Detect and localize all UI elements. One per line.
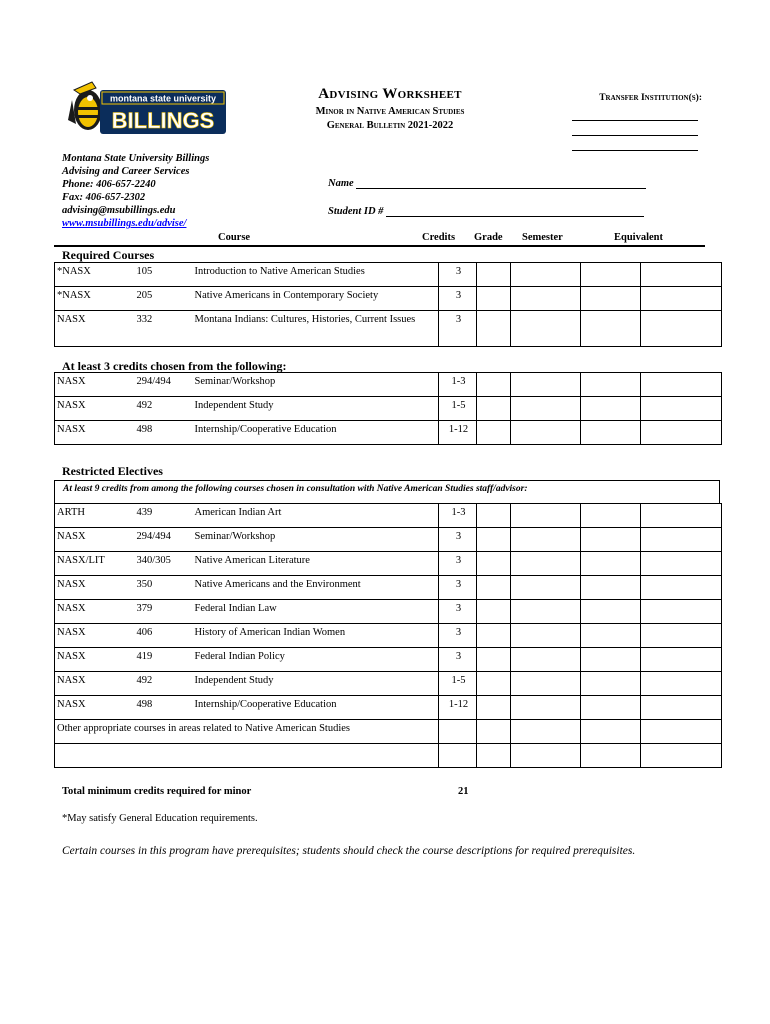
course-credits-text: 3	[455, 290, 462, 301]
contact-dept: Advising and Career Services	[62, 166, 190, 177]
semester-cell[interactable]	[511, 504, 581, 528]
course-credits-text: 3	[455, 531, 462, 542]
course-credits	[439, 672, 477, 696]
course-number-text: 294/494	[136, 531, 171, 542]
equivalent-cell[interactable]	[641, 263, 722, 287]
course-dept-text: ARTH	[57, 507, 85, 518]
course-row	[55, 696, 722, 720]
equivalent-cell[interactable]	[641, 696, 722, 720]
grade-cell[interactable]	[477, 600, 511, 624]
course-credits	[439, 648, 477, 672]
grade-cell[interactable]	[477, 552, 511, 576]
other-courses-text: Other appropriate courses in areas related to Native American Studies	[57, 723, 351, 734]
course-credits	[439, 263, 477, 287]
course-credits-text: 3	[455, 603, 462, 614]
semester-cell[interactable]	[511, 311, 581, 347]
contact-email: advising@msubillings.edu	[62, 205, 176, 216]
semester-cell[interactable]	[511, 528, 581, 552]
semester-extra-cell[interactable]	[581, 552, 641, 576]
course-number	[135, 504, 193, 528]
other-course-cell[interactable]	[55, 744, 439, 768]
semester-cell[interactable]	[511, 624, 581, 648]
course-dept	[55, 263, 135, 287]
semester-extra-cell[interactable]	[581, 263, 641, 287]
semester-cell[interactable]	[511, 552, 581, 576]
equivalent-cell[interactable]	[641, 311, 722, 347]
course-credits-text: 1-5	[451, 400, 466, 411]
grade-cell[interactable]	[477, 672, 511, 696]
course-dept	[55, 311, 135, 347]
grade-cell[interactable]	[477, 696, 511, 720]
course-number	[135, 600, 193, 624]
gen-ed-footnote: *May satisfy General Education requirements.	[62, 813, 258, 824]
grade-cell[interactable]	[477, 504, 511, 528]
grade-cell[interactable]	[477, 528, 511, 552]
course-title-text: Native American Literature	[194, 555, 310, 566]
course-dept	[55, 287, 135, 311]
course-title	[193, 528, 439, 552]
course-title	[193, 624, 439, 648]
bulletin-year: General Bulletin 2021-2022	[326, 120, 454, 131]
semester-extra-cell[interactable]	[581, 397, 641, 421]
name-line[interactable]	[356, 178, 646, 189]
course-title	[193, 576, 439, 600]
student-id-line[interactable]	[386, 206, 644, 217]
course-dept-text: NASX	[57, 376, 86, 387]
course-credits-text: 3	[455, 651, 462, 662]
contact-fax: Fax: 406-657-2302	[62, 192, 146, 203]
course-row	[55, 311, 722, 347]
semester-extra-cell[interactable]	[581, 720, 641, 744]
course-credits	[439, 504, 477, 528]
course-title-text: Internship/Cooperative Education	[194, 699, 337, 710]
grade-cell[interactable]	[477, 287, 511, 311]
course-credits-text: 1-5	[451, 675, 466, 686]
grade-cell[interactable]	[477, 744, 511, 768]
other-course-row	[55, 720, 722, 744]
course-title	[193, 696, 439, 720]
course-dept-text: NASX	[57, 400, 86, 411]
course-title-text: Federal Indian Policy	[194, 651, 285, 662]
course-row	[55, 672, 722, 696]
semester-cell[interactable]	[511, 744, 581, 768]
equivalent-cell[interactable]	[641, 576, 722, 600]
course-credits	[439, 373, 477, 397]
course-number-text: 439	[136, 507, 153, 518]
course-title-text: Montana Indians: Cultures, Histories, Current Issues	[194, 314, 416, 325]
equivalent-cell[interactable]	[641, 720, 722, 744]
course-credits-text: 3	[455, 627, 462, 638]
yellowjacket-mascot-icon	[68, 82, 102, 130]
semester-cell[interactable]	[511, 421, 581, 445]
semester-cell[interactable]	[511, 648, 581, 672]
course-number	[135, 672, 193, 696]
course-title-text: Independent Study	[194, 400, 274, 411]
equivalent-cell[interactable]	[641, 600, 722, 624]
contact-org: Montana State University Billings	[62, 153, 210, 164]
equivalent-cell[interactable]	[641, 528, 722, 552]
course-row	[55, 397, 722, 421]
course-number	[135, 421, 193, 445]
equivalent-cell[interactable]	[641, 287, 722, 311]
transfer-line-1[interactable]	[572, 120, 698, 121]
semester-cell[interactable]	[511, 600, 581, 624]
course-credits	[439, 311, 477, 347]
course-title	[193, 648, 439, 672]
credits-cell[interactable]	[439, 744, 477, 768]
course-dept	[55, 576, 135, 600]
course-dept-text: NASX	[57, 627, 86, 638]
grade-cell[interactable]	[477, 373, 511, 397]
course-row	[55, 576, 722, 600]
course-dept-text: NASX	[57, 424, 86, 435]
course-number	[135, 648, 193, 672]
semester-extra-cell[interactable]	[581, 576, 641, 600]
course-credits-text: 1-3	[451, 376, 466, 387]
course-dept	[55, 528, 135, 552]
course-credits-text: 3	[455, 266, 462, 277]
semester-extra-cell[interactable]	[581, 287, 641, 311]
required-courses-table	[54, 262, 722, 347]
course-title-text: History of American Indian Women	[194, 627, 346, 638]
col-course: Course	[218, 232, 251, 243]
course-title-text: Native Americans and the Environment	[194, 579, 361, 590]
equivalent-cell[interactable]	[641, 552, 722, 576]
contact-phone: Phone: 406-657-2240	[62, 179, 156, 190]
col-equivalent: Equivalent	[614, 232, 664, 243]
course-title	[193, 397, 439, 421]
semester-extra-cell[interactable]	[581, 744, 641, 768]
course-credits	[439, 696, 477, 720]
course-credits	[439, 287, 477, 311]
semester-cell[interactable]	[511, 397, 581, 421]
course-dept	[55, 421, 135, 445]
equivalent-cell[interactable]	[641, 373, 722, 397]
student-id-field[interactable]	[328, 206, 644, 217]
course-credits	[439, 552, 477, 576]
student-id-label: Student ID #	[328, 206, 384, 217]
course-title	[193, 421, 439, 445]
electives-instructions: At least 9 credits from among the following courses chosen in consultation with Native American Studies staff/advisor:	[54, 480, 720, 504]
course-number	[135, 287, 193, 311]
total-label: Total minimum credits required for minor	[62, 786, 252, 797]
course-dept-text: NASX	[57, 699, 86, 710]
equivalent-cell[interactable]	[641, 672, 722, 696]
course-title	[193, 373, 439, 397]
chosen-courses-table	[54, 372, 722, 445]
course-row	[55, 263, 722, 287]
course-title	[193, 287, 439, 311]
semester-extra-cell[interactable]	[581, 421, 641, 445]
course-dept	[55, 672, 135, 696]
grade-cell[interactable]	[477, 576, 511, 600]
semester-cell[interactable]	[511, 672, 581, 696]
logo-text-top: montana state university	[109, 93, 217, 104]
restricted-electives-title: Restricted Electives	[62, 464, 163, 478]
grade-cell[interactable]	[477, 397, 511, 421]
course-credits	[439, 421, 477, 445]
course-dept	[55, 504, 135, 528]
course-number	[135, 552, 193, 576]
semester-extra-cell[interactable]	[581, 648, 641, 672]
course-number-text: 105	[136, 266, 153, 277]
course-number-text: 492	[136, 675, 153, 686]
course-title	[193, 263, 439, 287]
semester-extra-cell[interactable]	[581, 311, 641, 347]
semester-extra-cell[interactable]	[581, 528, 641, 552]
semester-cell[interactable]	[511, 696, 581, 720]
course-title-text: Seminar/Workshop	[194, 531, 276, 542]
col-semester: Semester	[522, 232, 563, 243]
course-credits-text: 1-12	[448, 424, 469, 435]
course-number-text: 498	[136, 424, 153, 435]
course-credits	[439, 600, 477, 624]
course-credits-text: 3	[455, 555, 462, 566]
course-number-text: 498	[136, 699, 153, 710]
course-credits-text: 1-12	[448, 699, 469, 710]
course-dept-text: NASX	[57, 651, 86, 662]
equivalent-cell[interactable]	[641, 744, 722, 768]
course-dept	[55, 696, 135, 720]
equivalent-cell[interactable]	[641, 397, 722, 421]
course-dept-text: NASX	[57, 314, 86, 325]
course-row	[55, 504, 722, 528]
equivalent-cell[interactable]	[641, 421, 722, 445]
course-number	[135, 397, 193, 421]
worksheet-subtitle: Minor in Native American Studies	[315, 106, 465, 117]
semester-extra-cell[interactable]	[581, 600, 641, 624]
name-label: Name	[328, 178, 354, 189]
course-credits-text: 1-3	[451, 507, 466, 518]
other-course-cell	[55, 720, 439, 744]
course-row	[55, 552, 722, 576]
semester-extra-cell[interactable]	[581, 373, 641, 397]
prerequisite-note: Certain courses in this program have prerequisites; students should check the course descriptions for required prerequisites.	[62, 845, 636, 857]
course-dept	[55, 373, 135, 397]
required-courses-title: Required Courses	[62, 248, 155, 262]
grade-cell[interactable]	[477, 648, 511, 672]
course-row	[55, 600, 722, 624]
course-row	[55, 373, 722, 397]
course-number-text: 350	[136, 579, 153, 590]
transfer-line-2[interactable]	[572, 135, 698, 136]
chosen-title: At least 3 credits chosen from the following:	[62, 359, 287, 373]
course-number	[135, 624, 193, 648]
course-dept-text: NASX/LIT	[57, 555, 105, 566]
course-row	[55, 287, 722, 311]
grade-cell[interactable]	[477, 263, 511, 287]
worksheet-header	[270, 86, 510, 131]
header-rule	[54, 245, 705, 247]
equivalent-cell[interactable]	[641, 624, 722, 648]
course-number-text: 492	[136, 400, 153, 411]
semester-extra-cell[interactable]	[581, 696, 641, 720]
course-number	[135, 576, 193, 600]
name-field[interactable]	[328, 178, 646, 189]
course-dept-text: *NASX	[57, 290, 91, 301]
col-grade: Grade	[474, 232, 503, 243]
course-title-text: Introduction to Native American Studies	[194, 266, 365, 277]
course-credits	[439, 528, 477, 552]
course-title	[193, 311, 439, 347]
course-dept-text: NASX	[57, 603, 86, 614]
course-title	[193, 504, 439, 528]
semester-cell[interactable]	[511, 263, 581, 287]
course-dept	[55, 624, 135, 648]
total-value: 21	[458, 786, 469, 797]
course-number-text: 340/305	[136, 555, 171, 566]
course-number-text: 379	[136, 603, 153, 614]
course-number-text: 406	[136, 627, 153, 638]
course-row	[55, 648, 722, 672]
grade-cell[interactable]	[477, 421, 511, 445]
semester-cell[interactable]	[511, 373, 581, 397]
course-credits-text: 3	[455, 579, 462, 590]
course-title-text: American Indian Art	[194, 507, 282, 518]
semester-extra-cell[interactable]	[581, 504, 641, 528]
course-credits	[439, 576, 477, 600]
course-title	[193, 672, 439, 696]
credits-cell[interactable]	[439, 720, 477, 744]
course-number	[135, 263, 193, 287]
contact-website-link[interactable]: www.msubillings.edu/advise/	[62, 218, 187, 229]
course-number	[135, 373, 193, 397]
course-row	[55, 421, 722, 445]
course-dept	[55, 397, 135, 421]
semester-extra-cell[interactable]	[581, 672, 641, 696]
course-dept	[55, 648, 135, 672]
col-credits: Credits	[422, 232, 456, 243]
course-dept-text: NASX	[57, 531, 86, 542]
course-number	[135, 696, 193, 720]
semester-cell[interactable]	[511, 576, 581, 600]
course-number-text: 205	[136, 290, 153, 301]
course-title-text: Internship/Cooperative Education	[194, 424, 337, 435]
logo-text-main: BILLINGS	[111, 108, 215, 133]
course-dept	[55, 552, 135, 576]
semester-cell[interactable]	[511, 720, 581, 744]
course-credits	[439, 397, 477, 421]
course-title	[193, 600, 439, 624]
course-credits	[439, 624, 477, 648]
course-credits-text: 3	[455, 314, 462, 325]
electives-table	[54, 503, 722, 768]
transfer-institutions-label: Transfer Institution(s):	[599, 93, 702, 103]
course-title-text: Seminar/Workshop	[194, 376, 276, 387]
course-dept	[55, 600, 135, 624]
course-row	[55, 624, 722, 648]
course-number-text: 294/494	[136, 376, 171, 387]
course-number-text: 332	[136, 314, 153, 325]
grade-cell[interactable]	[477, 311, 511, 347]
semester-cell[interactable]	[511, 287, 581, 311]
course-dept-text: *NASX	[57, 266, 91, 277]
course-title	[193, 552, 439, 576]
course-title-text: Native Americans in Contemporary Society	[194, 290, 379, 301]
semester-extra-cell[interactable]	[581, 624, 641, 648]
course-number	[135, 311, 193, 347]
course-title-text: Federal Indian Law	[194, 603, 277, 614]
course-row	[55, 528, 722, 552]
msub-logo	[66, 80, 228, 138]
grade-cell[interactable]	[477, 720, 511, 744]
course-dept-text: NASX	[57, 579, 86, 590]
course-dept-text: NASX	[57, 675, 86, 686]
equivalent-cell[interactable]	[641, 504, 722, 528]
course-number-text: 419	[136, 651, 153, 662]
course-number	[135, 528, 193, 552]
grade-cell[interactable]	[477, 624, 511, 648]
other-course-row	[55, 744, 722, 768]
equivalent-cell[interactable]	[641, 648, 722, 672]
course-title-text: Independent Study	[194, 675, 274, 686]
contact-info	[62, 152, 209, 230]
worksheet-title: Advising Worksheet	[318, 86, 462, 102]
transfer-line-3[interactable]	[572, 150, 698, 151]
